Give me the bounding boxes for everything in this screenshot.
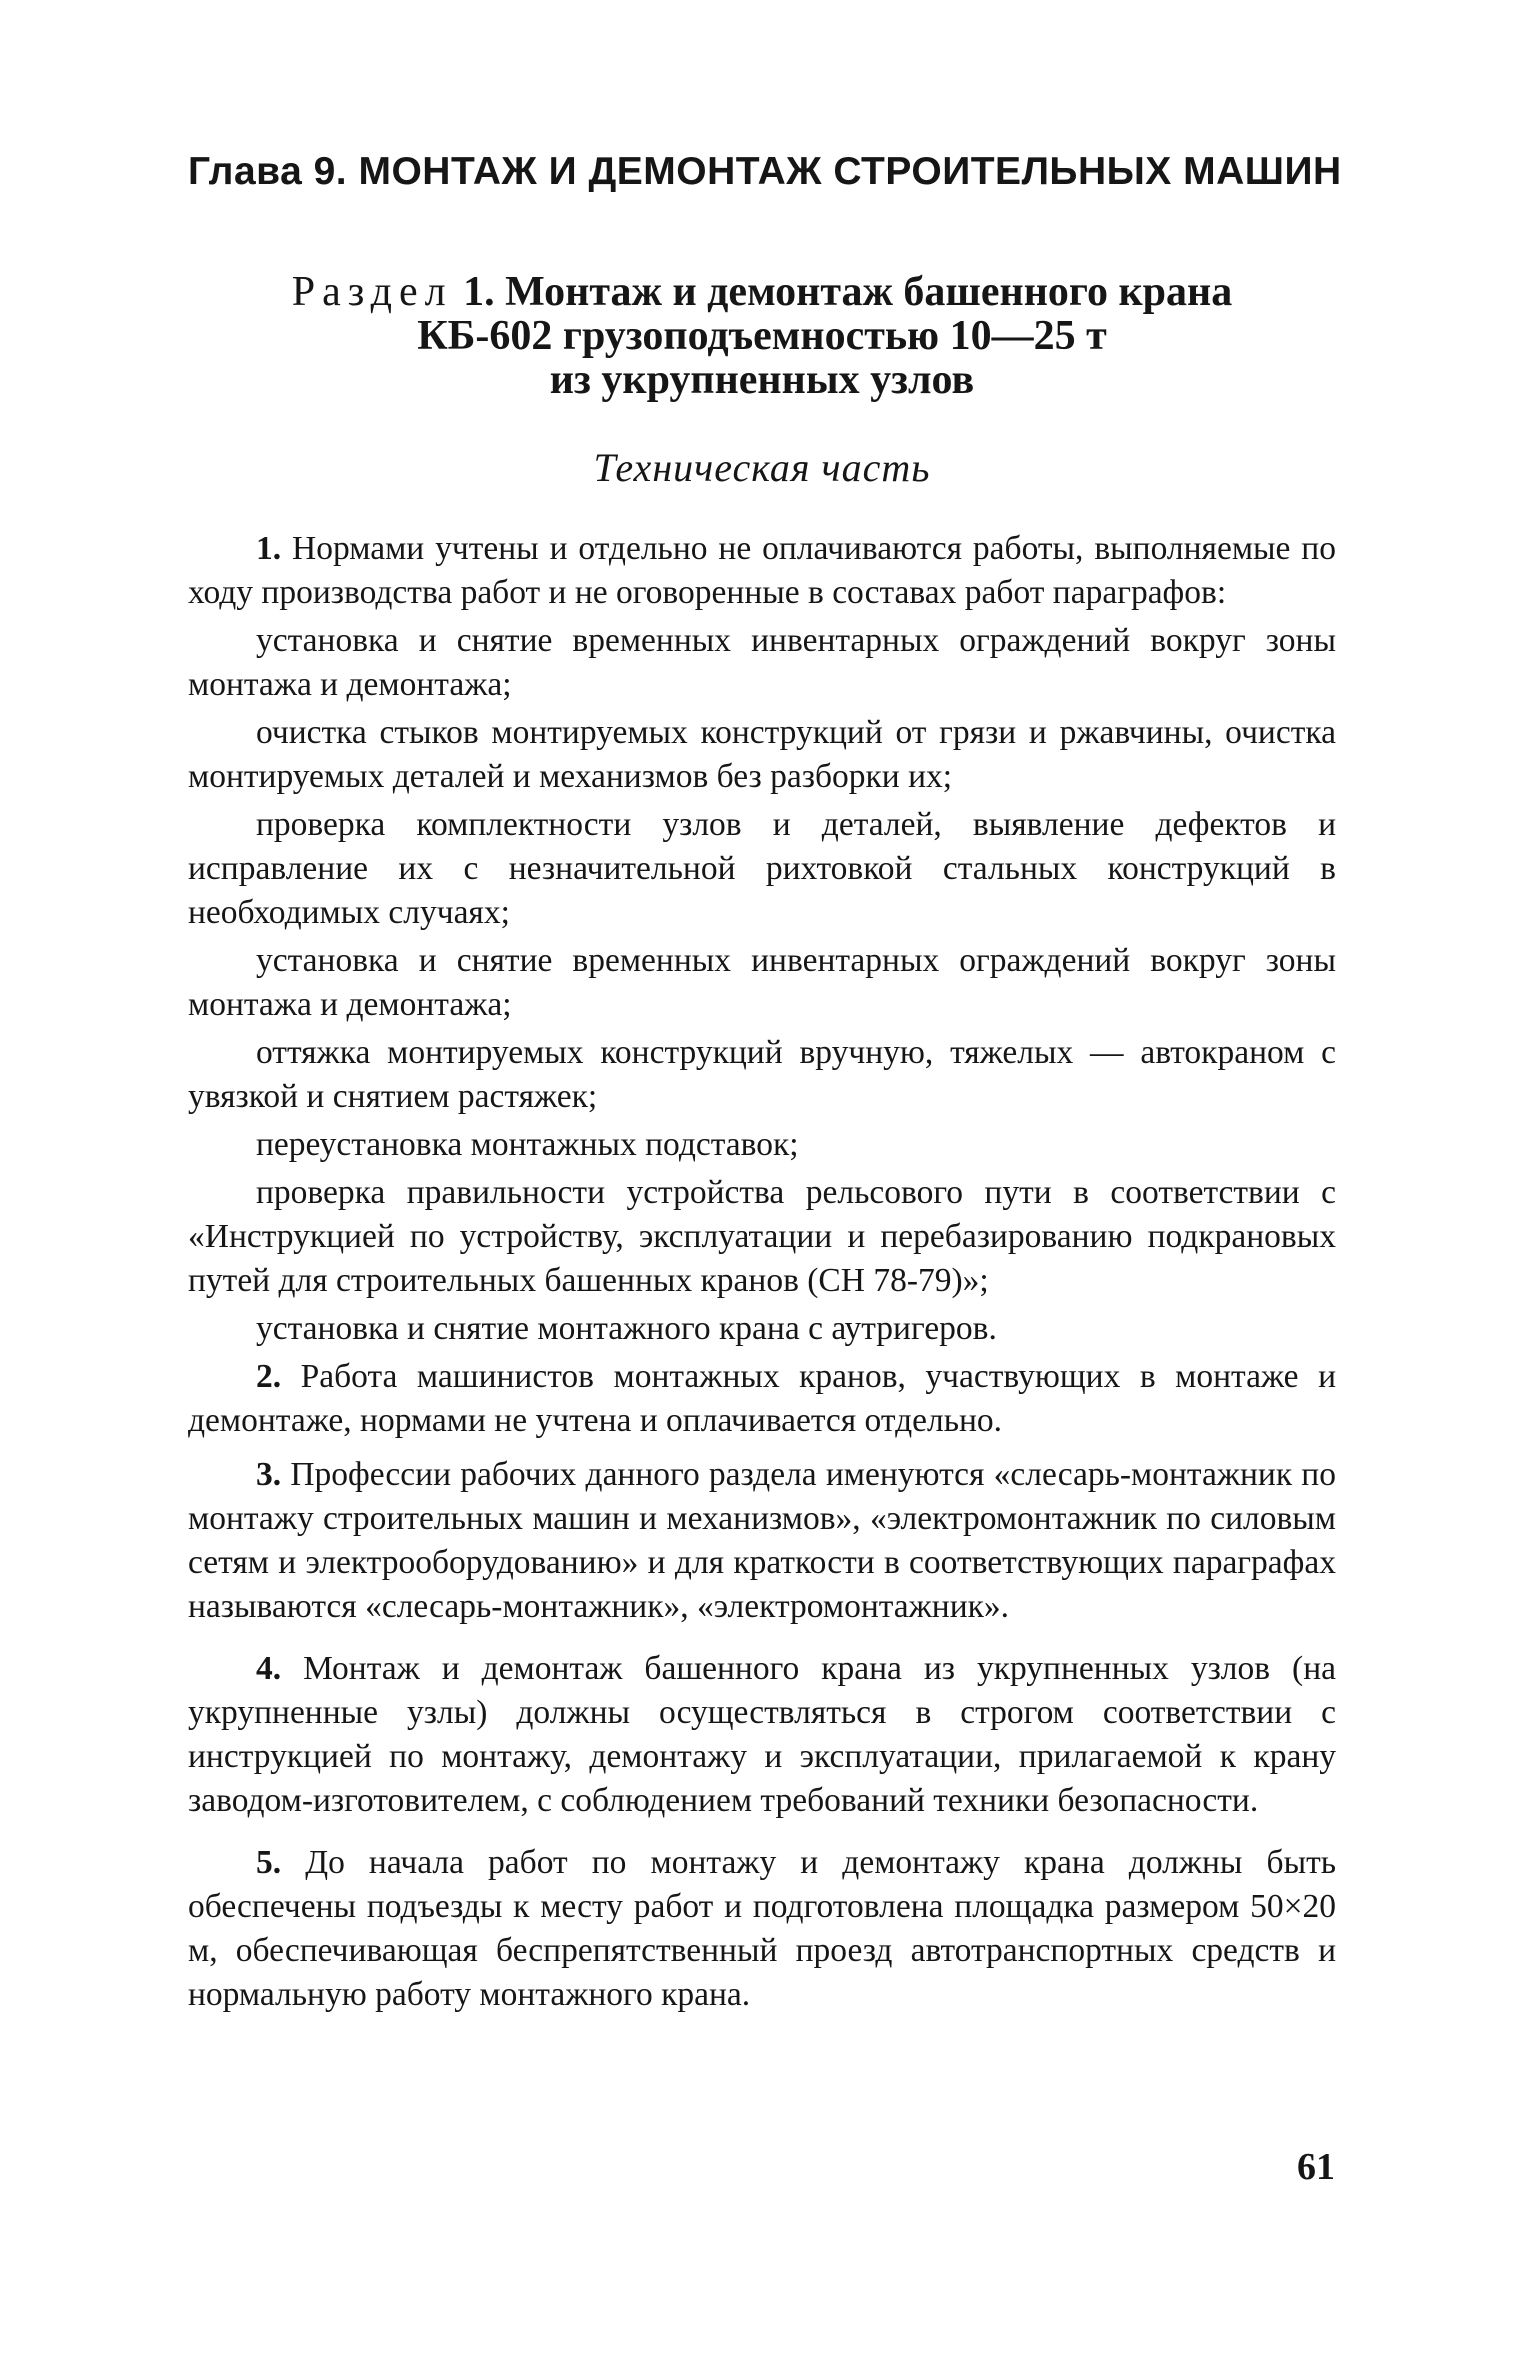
list-item: проверка комплектности узлов и деталей, выявление дефектов и исправление их с незначительной рихтовкой стальных конструкций в необходимых случаях; (188, 806, 1336, 931)
paragraph-text: Работа машинистов монтажных кранов, участвующих в монтаже и демонтаже, нормами не учтена и оплачивается отдельно. (188, 1358, 1336, 1439)
paragraph-number: 5. (256, 1844, 282, 1881)
list-item: переустановка монтажных подставок; (256, 1126, 799, 1163)
list-item: установка и снятие временных инвентарных ограждений вокруг зоны монтажа и демонтажа; (188, 942, 1336, 1023)
section-title-line-2: КБ-602 грузоподъемностью 10—25 т (417, 313, 1107, 359)
section-title-line-3: из укрупненных узлов (549, 357, 975, 403)
section-label: Раздел (291, 269, 453, 315)
paragraph-number: 4. (256, 1650, 282, 1687)
list-item: установка и снятие временных инвентарных ограждений вокруг зоны монтажа и демонтажа; (188, 622, 1336, 703)
paragraph-number: 1. (256, 530, 282, 567)
paragraph-2 (188, 1355, 1336, 1443)
paragraph-text: До начала работ по монтажу и демонтажу крана должны быть обеспечены подъезды к месту работ и подготовлена площадка размером 50×20 м, обеспечивающая беспрепятственный проезд автотранспортных средств и нормальную работу монтажного крана. (188, 1844, 1336, 2013)
section-title-line-1 (188, 270, 1336, 314)
list-item: оттяжка монтируемых конструкций вручную, тяжелых — автокраном с увязкой и снятием растяжек; (188, 1034, 1336, 1115)
list-item: очистка стыков монтируемых конструкций от грязи и ржавчины, очистка монтируемых деталей и механизмов без разборки их; (188, 714, 1336, 795)
paragraph-5 (188, 1841, 1336, 2017)
part-title: Техническая часть (593, 445, 931, 490)
paragraph-text: Монтаж и демонтаж башенного крана из укрупненных узлов (на укрупненные узлы) должны осуществляться в строгом соответствии с инструкцией по монтажу, демонтажу и эксплуатации, прилагаемой к крану заводом-изготовителем, с соблюдением требований техники безопасности. (188, 1650, 1336, 1819)
section-title-rest: 1. Монтаж и демонтаж башенного крана (452, 269, 1233, 315)
list-item: проверка правильности устройства рельсового пути в соответствии с «Инструкцией по устройству, эксплуатации и перебазированию подкрановых путей для строительных башенных кранов (СН 78-79)»; (188, 1174, 1336, 1299)
paragraph-4 (188, 1647, 1336, 1823)
paragraph-1 (188, 527, 1336, 615)
paragraph-text: Нормами учтены и отдельно не оплачиваются работы, выполняемые по ходу производства работ и не оговоренные в составах работ параграфов: (188, 530, 1336, 611)
body-text (188, 527, 1336, 2017)
paragraph-3 (188, 1453, 1336, 1629)
document-page (188, 150, 1342, 2027)
paragraph-text: Профессии рабочих данного раздела именуются «слесарь-монтажник по монтажу строительных машин и механизмов», «электромонтажник по силовым сетям и электрооборудованию» и для краткости в соответствующих параграфах называются «слесарь-монтажник», «электромонтажник». (188, 1456, 1336, 1625)
chapter-title: Глава 9. МОНТАЖ И ДЕМОНТАЖ СТРОИТЕЛЬНЫХ МАШИН (188, 150, 1342, 193)
page-number: 61 (1297, 2146, 1335, 2188)
list-item: установка и снятие монтажного крана с аутригеров. (256, 1310, 997, 1347)
section-heading (188, 270, 1336, 402)
paragraph-number: 2. (256, 1358, 282, 1395)
paragraph-number: 3. (256, 1456, 282, 1493)
